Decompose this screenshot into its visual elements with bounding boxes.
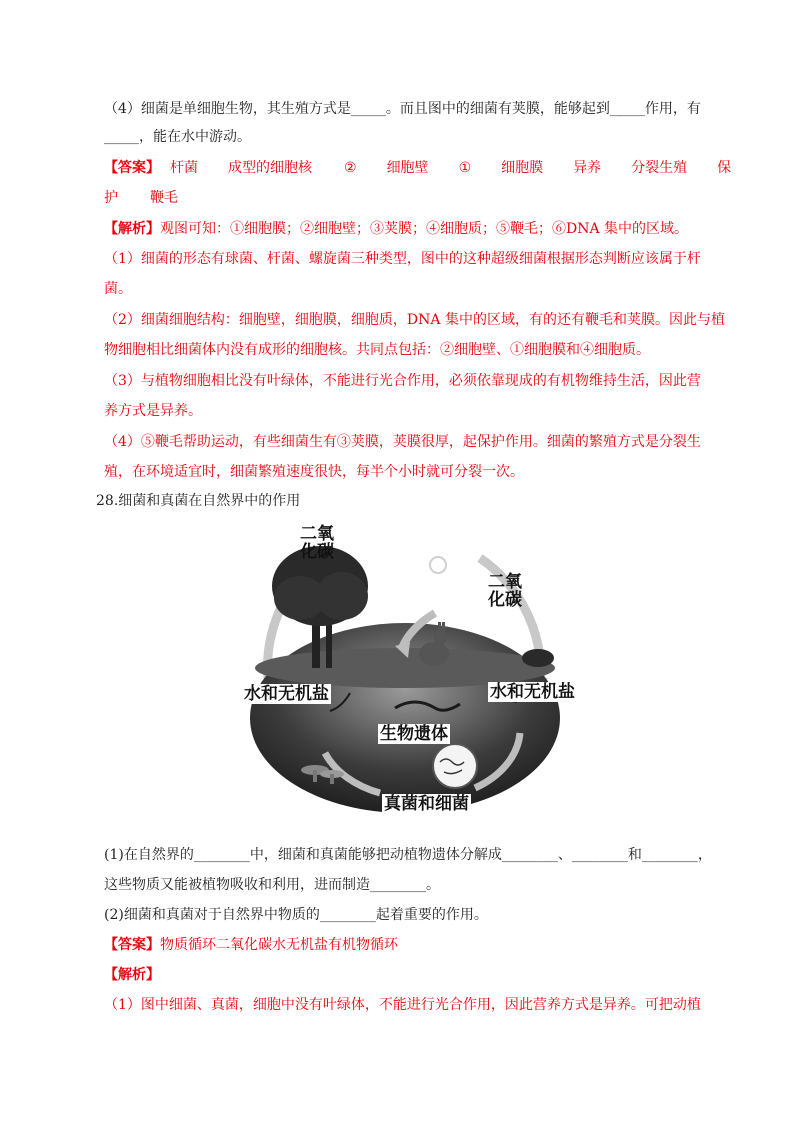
- label-water-left: 水和无机盐: [244, 684, 329, 704]
- question-4-line-1: （4）细菌是单细胞生物，其生殖方式是_____。而且图中的细菌有荚膜，能够起到_____作用，有: [104, 101, 701, 117]
- label-co2-left-1: 二氧: [300, 524, 334, 544]
- label-co2-left-2: 化碳: [300, 542, 334, 562]
- answer-1-item: 异养: [573, 160, 602, 176]
- answer-1-item: 分裂生殖: [631, 160, 688, 176]
- answer-1-item: 细胞壁: [386, 160, 429, 176]
- answer-1-row: [104, 158, 732, 178]
- label-co2-right-2: 化碳: [488, 590, 522, 610]
- analysis-1-p1-b: 菌。: [104, 281, 132, 297]
- question-28-2: (2)细菌和真菌对于自然界中物质的________起着重要的作用。: [104, 907, 488, 923]
- cycle-illustration: [230, 518, 580, 818]
- answer-1-item: 护: [104, 190, 118, 206]
- answer-1-item: 鞭毛: [150, 190, 178, 206]
- answer-1-item: ②: [344, 160, 357, 176]
- answer-1-item: 细胞膜: [501, 160, 544, 176]
- question-28-1-line-1: (1)在自然界的________中，细菌和真菌能够把动植物遗体分解成________、________和________，: [104, 847, 712, 863]
- question-4-line-2: _____，能在水中游动。: [104, 129, 251, 145]
- analysis-1-p3-a: （3）与植物细胞相比没有叶绿体，不能进行光合作用，必须依靠现成的有机物维持生活，因此营: [104, 373, 701, 389]
- answer-2-tag: 【答案】: [104, 937, 160, 953]
- answer-1-item: 杆菌: [170, 160, 198, 176]
- question-28-title: 28.细菌和真菌在自然界中的作用: [96, 493, 301, 509]
- label-co2-right-1: 二氧: [488, 572, 522, 592]
- answer-1-item: 保: [717, 160, 732, 176]
- analysis-2-p1: （1）图中细菌、真菌，细胞中没有叶绿体，不能进行光合作用，因此营养方式是异养。可把动植: [104, 997, 701, 1013]
- analysis-1-tag: 【解析】: [104, 221, 160, 237]
- answer-1-tag: 【答案】: [104, 160, 160, 176]
- analysis-1-text: 观图可知：①细胞膜；②细胞壁；③荚膜；④细胞质；⑤鞭毛；⑥DNA 集中的区域。: [160, 221, 689, 237]
- nature-cycle-figure: [230, 518, 580, 818]
- analysis-1-p2-a: （2）细菌细胞结构：细胞壁，细胞膜，细胞质，DNA 集中的区域，有的还有鞭毛和荚膜。因此与植: [104, 312, 725, 328]
- analysis-1-p3-b: 养方式是异养。: [104, 403, 202, 419]
- answer-2-row: [104, 935, 398, 955]
- label-remains: 生物遗体: [380, 724, 448, 744]
- answer-2-text: 物质循环二氧化碳水无机盐有机物循环: [160, 937, 398, 953]
- answer-1-item: 成型的细胞核: [228, 160, 312, 176]
- answer-1-item: ①: [458, 160, 472, 176]
- label-water-right: 水和无机盐: [490, 682, 575, 702]
- label-fungi-bacteria: 真菌和细菌: [384, 794, 469, 814]
- analysis-1-p4-b: 殖，在环境适宜时，细菌繁殖速度很快，每半个小时就可分裂一次。: [104, 464, 524, 480]
- analysis-1-p2-b: 物细胞相比细菌体内没有成形的细胞核。共同点包括：②细胞壁、①细胞膜和④细胞质。: [104, 342, 650, 358]
- analysis-2-tag: 【解析】: [104, 967, 160, 983]
- analysis-1-p4-a: （4）⑤鞭毛帮助运动，有些细菌生有③荚膜，荚膜很厚，起保护作用。细菌的繁殖方式是分裂生: [104, 434, 701, 450]
- analysis-1-p1-a: （1）细菌的形态有球菌、杆菌、螺旋菌三种类型，图中的这种超级细菌根据形态判断应该属于杆: [104, 251, 701, 267]
- question-28-1-line-2: 这些物质又能被植物吸收和利用，进而制造________。: [104, 877, 440, 893]
- answer-1-row-2: [104, 188, 178, 208]
- analysis-1-intro: [104, 219, 688, 239]
